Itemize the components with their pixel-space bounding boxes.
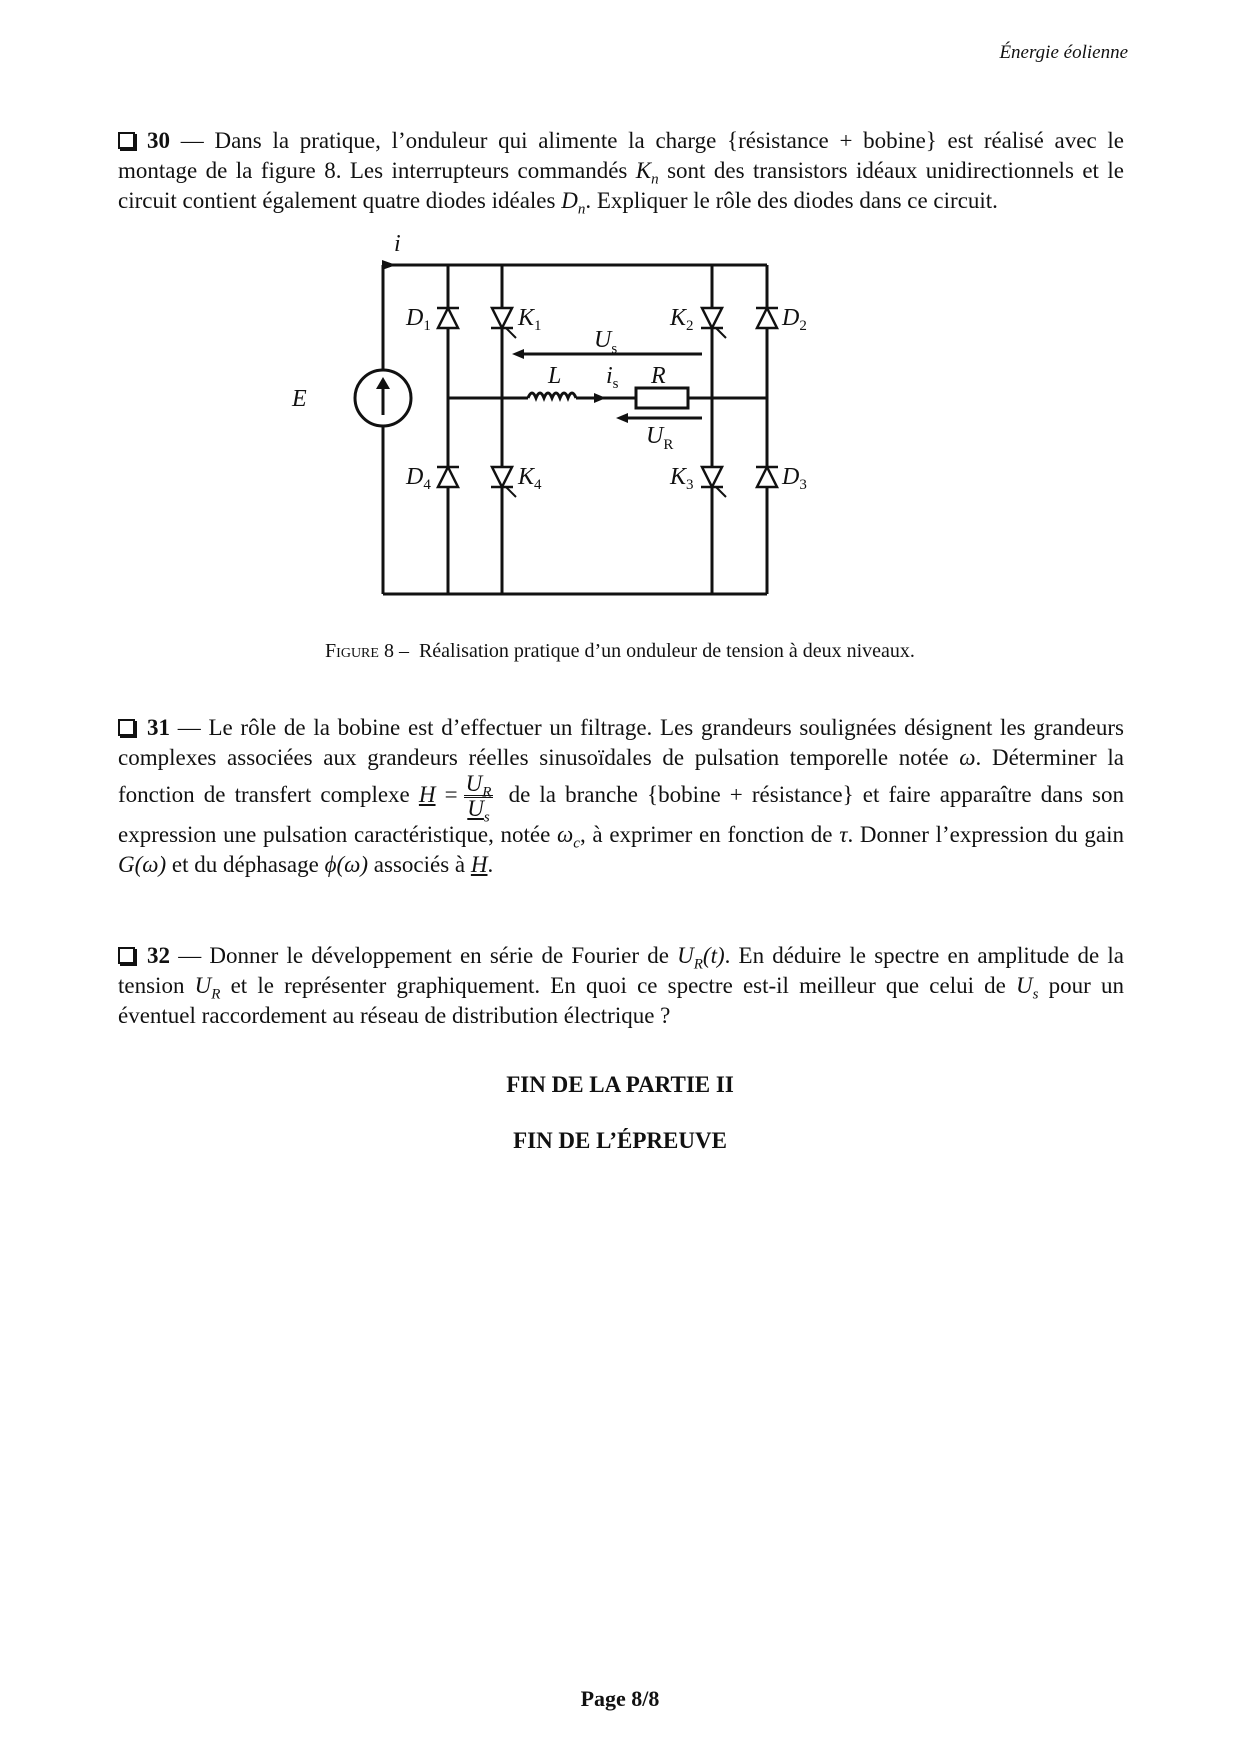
label-D1: $D_1$ — [406, 305, 431, 334]
question-text: . Expliquer le rôle des diodes dans ce circuit. — [585, 188, 998, 213]
question-text: — Dans la pratique, l’onduleur qui alimente la charge {résistance + bobine} est réalisé avec le montage de la figure 8. Les interrupteurs commandés — [118, 128, 1124, 183]
math-Us: $U_s$ — [1016, 973, 1039, 1003]
math-tau: τ — [839, 822, 848, 847]
question-text: et du déphasage — [166, 852, 325, 877]
question-text: associés à — [368, 852, 471, 877]
checkbox-icon — [118, 719, 135, 736]
caption-label: Figure 8 – — [325, 640, 409, 662]
math-UR-t: $U_R(t)$ — [677, 943, 725, 973]
math-Dn: $D_n$ — [561, 188, 586, 218]
checkbox-icon — [118, 132, 135, 149]
label-UR: $U_R$ — [646, 423, 674, 453]
label-L: L — [548, 363, 562, 389]
math-fraction: $\frac{U_R}{U_s}$ — [465, 771, 492, 826]
question-32 — [118, 941, 1124, 1031]
question-31: 31 — Le rôle de la bobine est d’effectuer un filtrage. Les grandeurs soulignées désignent les grandeurs complexes associées aux grandeurs réelles sinusoïdales de pulsation temporelle notée ω. Déterminer la fonction de transfert complexe H = $\frac{U_R}{U_s}$ de la branche {bobine + résistance} et faire apparaître dans son expression une pulsation caractéristique, notée $\omega_c$, à exprimer en fonction de τ. Donner l’expression du gain G(ω) et du déphasage ϕ(ω) associés à H. — [118, 715, 1125, 877]
label-is: $i_s$ — [606, 363, 619, 392]
label-i: i — [394, 231, 401, 257]
end-of-part: FIN DE LA PARTIE II — [506, 1072, 734, 1097]
math-gain: G(ω) — [118, 852, 167, 877]
question-text: sont des transistors idéaux unidirectionnels et le circuit contient également quatre diodes idéales — [118, 158, 1124, 213]
label-D3: $D_3$ — [782, 464, 807, 493]
end-of-exam: FIN DE L’ÉPREUVE — [513, 1128, 727, 1153]
label-K3: $K_3$ — [670, 464, 694, 493]
question-number: 30 — [147, 128, 170, 153]
label-D2: $D_2$ — [782, 305, 807, 334]
question-text: de la branche {bobine + résistance} et faire apparaître dans son expression une pulsation caractéristique, notée — [118, 781, 1125, 847]
math-Kn: $K_n$ — [635, 158, 659, 188]
label-K1: $K_1$ — [518, 305, 542, 334]
question-text: pour un éventuel raccordement au réseau de distribution électrique ? — [118, 973, 1124, 1028]
math-H: H — [418, 781, 436, 807]
math-omega: ω — [959, 745, 976, 770]
label-K2: $K_2$ — [670, 305, 694, 334]
checkbox-icon — [118, 947, 135, 964]
math-H: H — [470, 852, 488, 877]
math-phase: ϕ(ω) — [324, 852, 369, 877]
page-number: Page 8/8 — [580, 1686, 660, 1711]
figure-caption — [0, 640, 1240, 663]
question-text: — Donner le développement en série de Fourier de — [178, 943, 678, 968]
math-UR: $U_R$ — [194, 973, 221, 1003]
question-30 — [118, 126, 1124, 216]
question-text: , à exprimer en fonction de — [579, 822, 840, 847]
question-number: 32 — [147, 943, 170, 968]
question-number: 31 — [147, 715, 170, 740]
label-E: E — [292, 386, 307, 412]
question-text: et le représenter graphiquement. En quoi ce spectre est-il meilleur que celui de — [220, 973, 1017, 998]
label-D4: $D_4$ — [406, 464, 431, 493]
label-K4: $K_4$ — [518, 464, 542, 493]
question-text: — Le rôle de la bobine est d’effectuer un filtrage. Les grandeurs soulignées désignent les grandeurs complexes associées aux grandeurs réelles sinusoïdales de pulsation temporelle notée — [118, 715, 1125, 770]
running-header: Énergie éolienne — [999, 42, 1128, 63]
label-R: R — [651, 363, 666, 389]
label-Us: $U_s$ — [594, 327, 618, 357]
question-text: . Déterminer la fonction de transfert complexe — [118, 745, 1124, 807]
math-omega-c: $\omega_c$ — [557, 822, 580, 852]
caption-text: Réalisation pratique d’un onduleur de tension à deux niveaux. — [418, 640, 915, 662]
question-text: . En déduire le spectre en amplitude de la tension — [118, 943, 1125, 998]
question-text: . Donner l’expression du gain — [847, 822, 1124, 847]
inverter-circuit-figure — [292, 231, 930, 605]
